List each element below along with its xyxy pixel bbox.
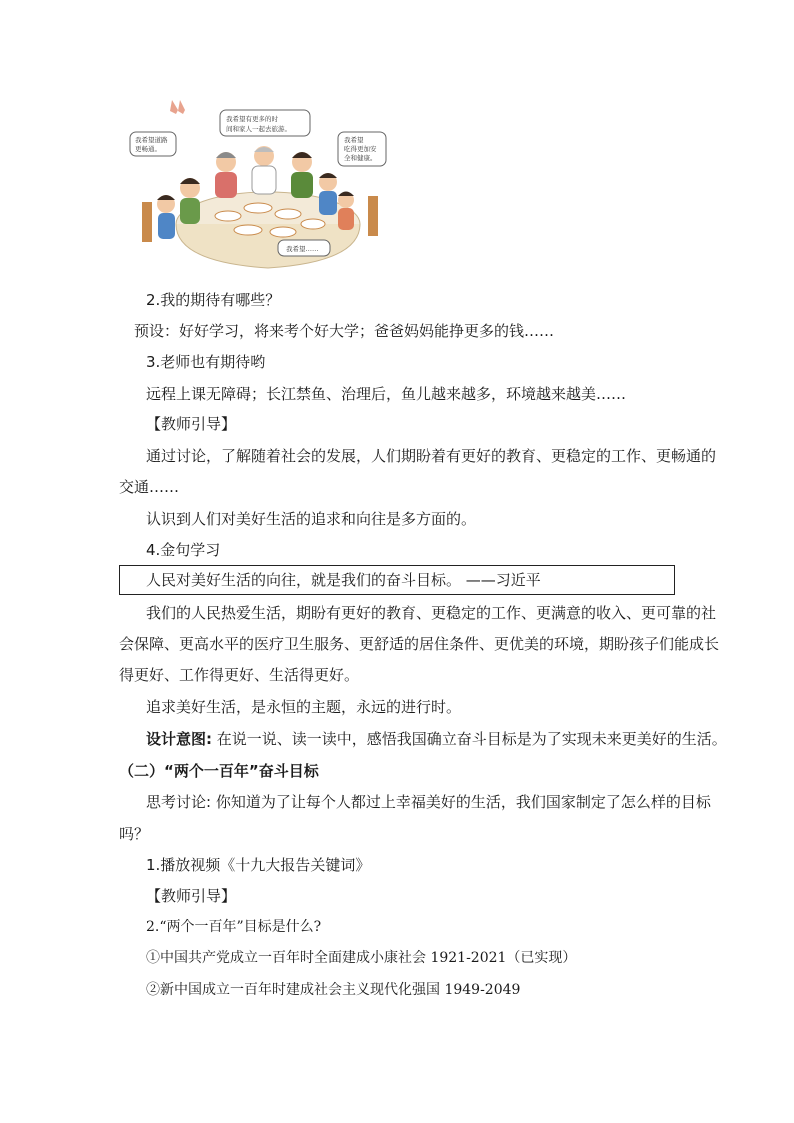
quote-text: 人民对美好生活的向往，就是我们的奋斗目标。 ——习近平 [146,571,541,589]
feet-icon [170,100,185,114]
life-paragraph-line3: 得更好、工作得更好、生活得更好。 [119,666,360,684]
teacher-guide-label-2: 【教师引导】 [146,887,237,905]
goal-item-2: ②新中国成立一百年时建成社会主义现代化强国 1949-2049 [146,982,521,998]
life-paragraph-line1: 我们的人民热爱生活，期盼有更好的教育、更稳定的工作、更满意的收入、更可靠的社 [146,604,717,622]
speech-bubble-bottom [278,240,330,256]
think-discuss-line1: 思考讨论: 你知道为了让每个人都过上幸福美好的生活，我们国家制定了怎么样的目标 [146,793,711,811]
goal-item-1: ①中国共产党成立一百年时全面建成小康社会 1921-2021（已实现） [146,950,577,966]
family-dinner-illustration [128,92,390,274]
preset-answer: 预设：好好学习，将来考个好大学；爸爸妈妈能挣更多的钱…… [134,322,555,340]
design-intent [146,729,727,749]
question-my-expectations: 2.我的期待有哪些？ [146,291,281,309]
teacher-guide-label: 【教师引导】 [146,415,237,433]
svg-text:我希望……: 我希望…… [286,245,319,253]
svg-text:我希望道路: 我希望道路 [135,136,168,144]
section-two-heading: （二）“两个一百年”奋斗目标 [119,762,319,780]
svg-text:我希望: 我希望 [344,136,364,144]
realization-text: 认识到人们对美好生活的追求和向往是多方面的。 [146,510,477,528]
teacher-expectation-heading: 3.老师也有期待哟 [146,353,266,371]
life-paragraph-line2: 会保障、更高水平的医疗卫生服务、更舒适的居住条件、更优美的环境，期盼孩子们能成长 [119,635,720,653]
speech-bubble-top [220,110,310,136]
svg-text:全和健康。: 全和健康。 [344,154,377,162]
golden-quote-heading: 4.金句学习 [146,541,221,559]
speech-bubble-left [130,132,176,156]
design-intent-text: 在说一说、读一读中，感悟我国确立奋斗目标是为了实现未来更美好的生活。 [212,730,727,748]
discussion-paragraph-line2: 交通…… [119,478,180,496]
svg-text:吃得更加安: 吃得更加安 [344,145,377,153]
think-discuss-line2: 吗？ [119,825,150,843]
svg-text:间和家人一起去旅游。: 间和家人一起去旅游。 [226,125,291,133]
design-intent-label: 设计意图: [146,730,212,748]
pursuit-text: 追求美好生活，是永恒的主题，永远的进行时。 [146,698,462,716]
svg-text:我希望有更多的时: 我希望有更多的时 [226,115,278,123]
svg-text:更畅通。: 更畅通。 [135,145,161,153]
speech-bubble-right [338,132,386,166]
two-centenary-question: 2.“两个一百年”目标是什么? [146,919,322,935]
teacher-expectation-text: 远程上课无障碍；长江禁鱼、治理后，鱼儿越来越多，环境越来越美…… [146,385,627,403]
play-video-item: 1.播放视频《十九大报告关键词》 [146,856,371,874]
discussion-paragraph-line1: 通过讨论，了解随着社会的发展，人们期盼着有更好的教育、更稳定的工作、更畅通的 [146,447,717,465]
